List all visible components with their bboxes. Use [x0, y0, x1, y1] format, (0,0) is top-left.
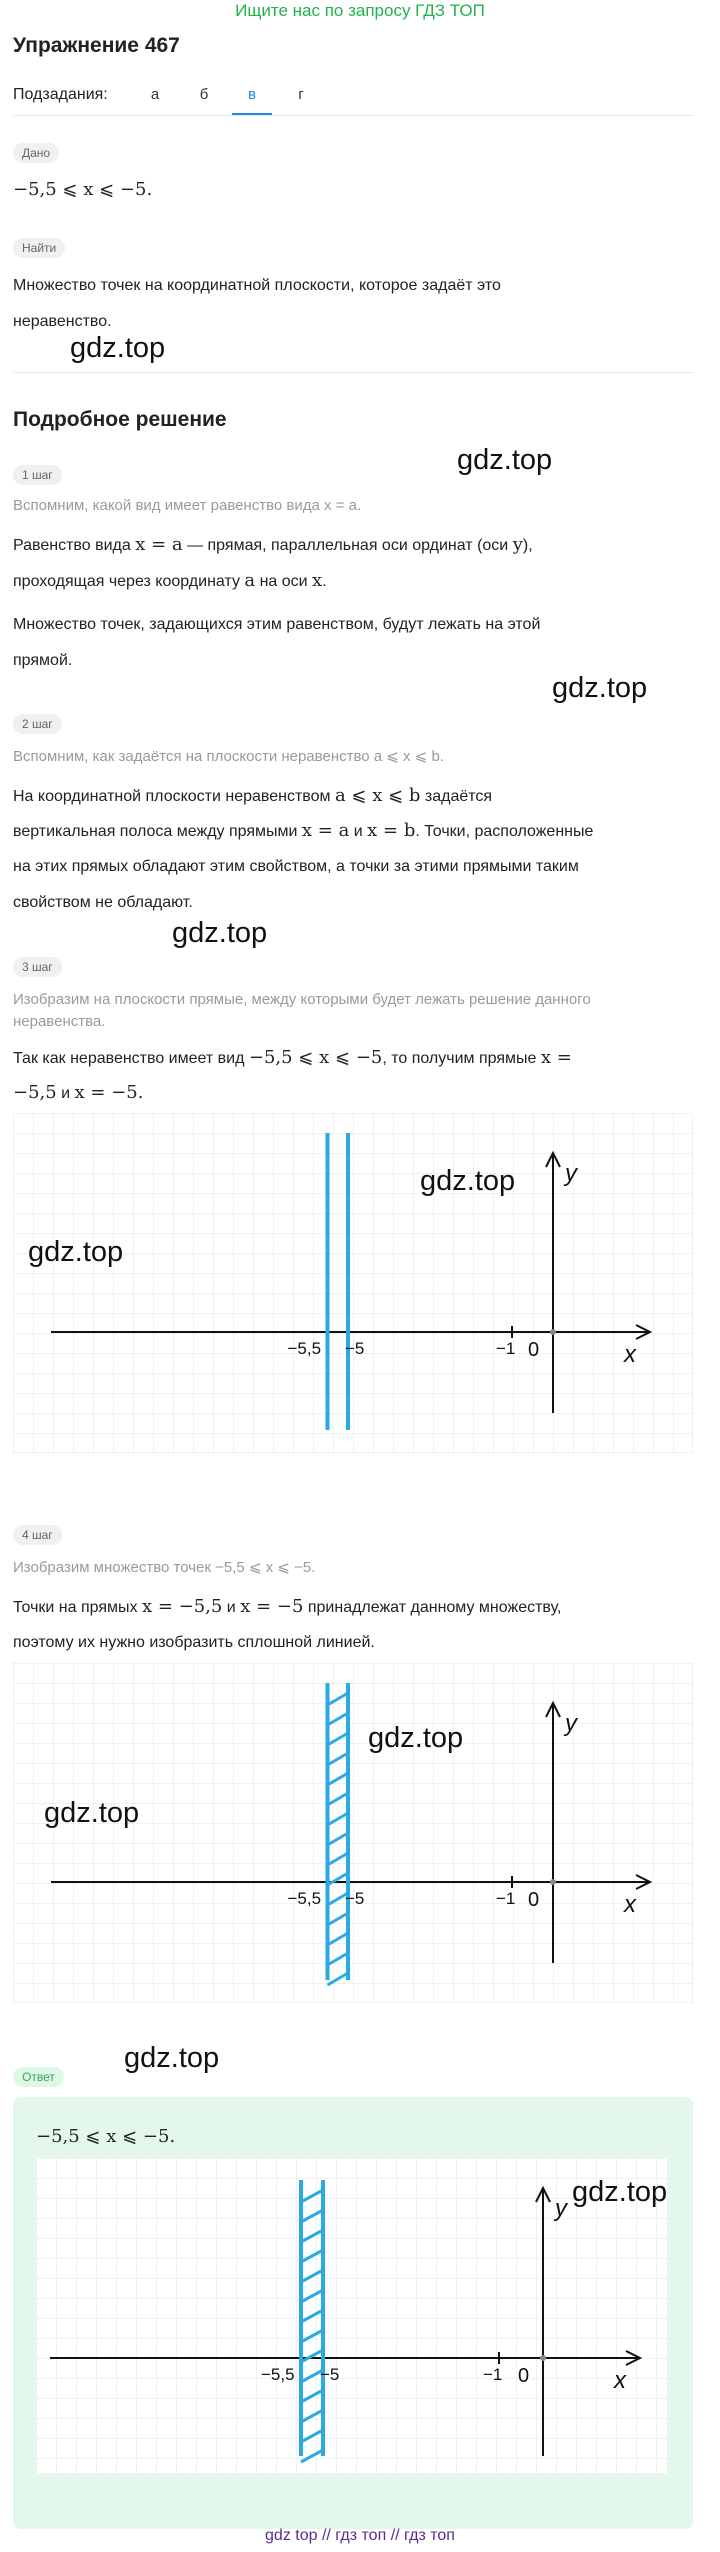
step3-hint-line1: Изобразим на плоскости прямые, между которыми будет лежать решение данного: [13, 991, 591, 1008]
label-m5-5: −5,5: [287, 1339, 322, 1358]
watermark: gdz.top: [70, 332, 166, 364]
grid: [13, 1113, 693, 1453]
watermark: gdz.top: [368, 1722, 464, 1754]
solution-title: Подробное решение: [13, 408, 227, 431]
step4-chip: 4 шаг: [13, 1525, 62, 1545]
step3-line2: −5,5 и x = −5.: [13, 1082, 144, 1103]
label-m5: −5: [320, 2365, 340, 2384]
step1-paragraph2-line2: прямой.: [13, 652, 73, 669]
answer-chip: Ответ: [13, 2067, 64, 2087]
label-y: y: [565, 1710, 577, 1737]
step4-hint: Изобразим множество точек −5,5 ⩽ x ⩽ −5.: [13, 1559, 316, 1576]
step2-line3: на этих прямых обладают этим свойством, а точки за этими прямыми таким: [13, 858, 579, 875]
label-x: x: [624, 1341, 636, 1368]
watermark: gdz.top: [28, 1236, 124, 1268]
origin-dot: [550, 1329, 556, 1335]
watermark: gdz.top: [457, 444, 553, 476]
subtasks-label: Подзадания:: [13, 86, 108, 103]
step1-hint: Вспомним, какой вид имеет равенство вида x = a.: [13, 497, 362, 514]
step2-chip: 2 шаг: [13, 714, 62, 734]
label-m1: −1: [496, 1889, 516, 1908]
watermark: gdz.top: [552, 672, 648, 704]
origin-dot: [550, 1879, 556, 1885]
watermark: gdz.top: [572, 2176, 668, 2208]
graph-lines: [13, 1113, 693, 1453]
label-y: y: [555, 2195, 567, 2222]
origin-dot: [540, 2355, 546, 2361]
label-zero: 0: [518, 2365, 530, 2387]
tab-b[interactable]: б: [199, 86, 209, 103]
step3-chip: 3 шаг: [13, 957, 62, 977]
watermark: gdz.top: [44, 1797, 140, 1829]
step4-line1: Точки на прямых x = −5,5 и x = −5 принадлежат данному множеству,: [13, 1596, 562, 1617]
step1-paragraph1-line1: Равенство вида x = a — прямая, параллельная оси ординат (оси y),: [13, 534, 533, 555]
step1-chip: 1 шаг: [13, 465, 62, 485]
step2-line2: вертикальная полоса между прямыми x = a и x = b. Точки, расположенные: [13, 820, 594, 841]
given-chip: Дано: [13, 143, 59, 163]
footer-links[interactable]: gdz top // гдз топ // гдз топ: [265, 2527, 455, 2544]
top-banner[interactable]: Ищите нас по запросу ГДЗ ТОП: [235, 1, 485, 20]
page-title: Упражнение 467: [13, 34, 180, 57]
label-m5: −5: [345, 1339, 365, 1358]
label-m1: −1: [483, 2365, 503, 2384]
label-zero: 0: [528, 1889, 540, 1911]
step2-hint: Вспомним, как задаётся на плоскости неравенство a ⩽ x ⩽ b.: [13, 748, 444, 765]
grid: [13, 1663, 693, 2003]
label-m1: −1: [496, 1339, 516, 1358]
step1-paragraph2-line1: Множество точек, задающихся этим равенством, будут лежать на этой: [13, 616, 541, 633]
step3-hint-line2: неравенства.: [13, 1013, 106, 1030]
watermark: gdz.top: [172, 917, 268, 949]
watermark: gdz.top: [420, 1165, 516, 1197]
given-expression: −5,5 ⩽ x ⩽ −5.: [13, 179, 153, 200]
step2-line4: свойством не обладают.: [13, 894, 193, 911]
find-text-line2: неравенство.: [13, 313, 112, 330]
label-m5: −5: [345, 1889, 365, 1908]
label-y: y: [565, 1160, 577, 1187]
tab-a[interactable]: а: [150, 86, 160, 103]
divider: [13, 372, 693, 373]
find-text-line1: Множество точек на координатной плоскости, которое задаёт это: [13, 277, 501, 294]
answer-expression: −5,5 ⩽ x ⩽ −5.: [36, 2126, 176, 2147]
label-x: x: [614, 2367, 626, 2394]
label-m5-5: −5,5: [287, 1889, 322, 1908]
step2-line1: На координатной плоскости неравенством a ⩽ x ⩽ b задаётся: [13, 785, 493, 806]
divider: [13, 115, 693, 116]
step4-line2: поэтому их нужно изобразить сплошной линией.: [13, 1634, 375, 1651]
watermark: gdz.top: [124, 2042, 220, 2074]
label-m5-5: −5,5: [261, 2365, 295, 2384]
step3-line1: Так как неравенство имеет вид −5,5 ⩽ x ⩽ −5, то получим прямые x =: [13, 1047, 572, 1068]
tab-v[interactable]: в: [248, 86, 256, 103]
label-zero: 0: [528, 1339, 540, 1361]
step1-paragraph1-line2: проходящая через координату a на оси x.: [13, 570, 327, 591]
label-x: x: [624, 1891, 636, 1918]
graph-strip: [13, 1663, 693, 2003]
tab-g[interactable]: г: [298, 86, 304, 103]
find-chip: Найти: [13, 238, 65, 258]
